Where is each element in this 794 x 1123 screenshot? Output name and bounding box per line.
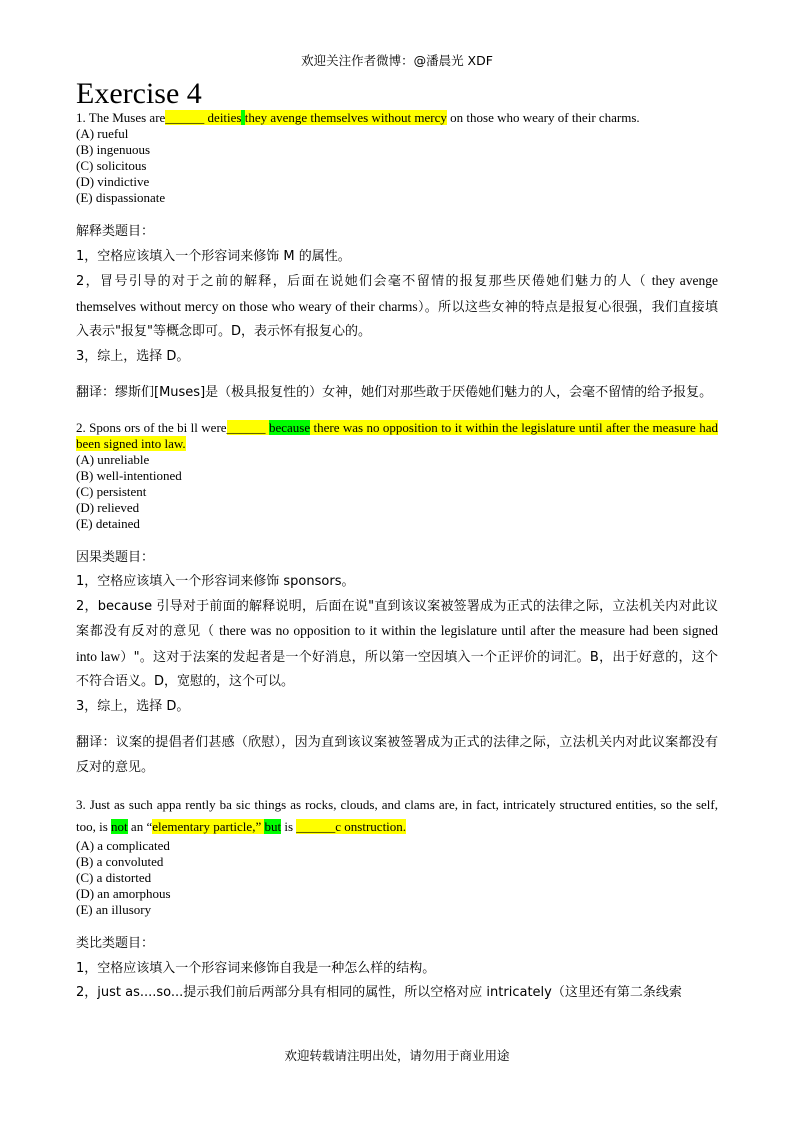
- quoted-english: they avenge themselves without mercy on those who weary of their charms: [76, 273, 719, 314]
- q2-analysis: [76, 546, 718, 781]
- option: (E) dispassionate: [76, 190, 166, 205]
- q2-keyword: because: [268, 419, 311, 435]
- question-2: [76, 420, 718, 452]
- q2-options: [76, 452, 718, 532]
- q1-blank: ______ deities: [165, 110, 242, 125]
- question-3: [76, 794, 718, 838]
- translation: 翻译：议案的提倡者们甚感（欣慰），因为直到该议案被签署成为正式的法律之际，立法机关内对此议案都没有反对的意见。: [76, 735, 718, 775]
- option: (E) detained: [76, 515, 140, 531]
- q3-analysis: [76, 932, 718, 1006]
- option: (A) rueful: [76, 126, 129, 141]
- option: (B) ingenuous: [76, 142, 151, 157]
- option: (C) a distorted: [76, 870, 152, 885]
- q3-stem-text: is: [281, 819, 297, 834]
- analysis-text: 2，because 引导对于前面的解释说明，后面在说"直到该议案被签署成为正式的法律之际，立法机关内对此议案都没有反对的意见（: [76, 598, 718, 639]
- page-footer: 欢迎转载请注明出处，请勿用于商业用途: [284, 1048, 510, 1063]
- q3-stem-text: an “: [127, 819, 153, 834]
- option: (C) solicitous: [76, 158, 147, 173]
- analysis-point: [76, 269, 718, 345]
- analysis-point: 1，空格应该填入一个形容词来修饰自我是一种怎么样的结构。: [76, 960, 436, 976]
- option: (D) an amorphous: [76, 886, 171, 901]
- analysis-text: 2，冒号引导的对于之前的解释，后面在说她们会毫不留情的报复那些厌倦她们魅力的人（: [76, 274, 647, 289]
- analysis-type: 因果类题目：: [76, 549, 155, 565]
- option: (E) an illusory: [76, 902, 152, 917]
- q2-stem-start: 2. Spons ors of the bi ll were: [76, 419, 227, 435]
- option: (C) persistent: [76, 483, 147, 499]
- analysis-point: [76, 595, 718, 695]
- q3-highlight-1: elementary particle,: [152, 819, 256, 834]
- q3-quote-close: ”: [255, 819, 265, 834]
- option: (B) a convoluted: [76, 854, 164, 869]
- analysis-point: 1，空格应该填入一个形容词来修饰 sponsors。: [76, 574, 355, 589]
- q3-word-but: but: [264, 819, 282, 834]
- option: (D) vindictive: [76, 174, 150, 189]
- page-header: 欢迎关注作者微博：@潘晨光 XDF: [301, 53, 493, 68]
- q3-stem-start: 3. Just as such appa rently ba sic things as rocks, clouds, and clams are, in fact, intricately structured entities, so the self, too, is: [76, 797, 718, 834]
- exercise-title: Exercise 4: [76, 77, 202, 110]
- analysis-point: 1，空格应该填入一个形容词来修饰 M 的属性。: [76, 248, 351, 264]
- q3-highlight-2: ______c onstruction.: [296, 819, 407, 834]
- option: (B) well-intentioned: [76, 467, 182, 483]
- analysis-text: ）。所以这些女神的特点是报复心很强，我们直接填入表示"报复"等概念即可。D，表示怀有报复心的。: [76, 299, 718, 339]
- quoted-english: there was no opposition to it within the legislature until after the measure had been signed into law: [76, 623, 718, 664]
- analysis-type: 类比类题目：: [76, 936, 155, 951]
- q1-analysis: [76, 220, 718, 406]
- q1-highlight: they avenge themselves without mercy: [244, 110, 447, 125]
- q3-options: [76, 838, 718, 918]
- analysis-type: 解释类题目：: [76, 224, 155, 239]
- question-1: [76, 110, 718, 126]
- option: (A) unreliable: [76, 451, 150, 467]
- analysis-point: 2，just as....so...提示我们前后两部分具有相同的属性，所以空格对应 intricately（这里还有第二条线索: [76, 985, 682, 1000]
- translation: 翻译：缪斯们[Muses]是（极具报复性的）女神，她们对那些敢于厌倦她们魅力的人，会毫不留情的给予报复。: [76, 385, 713, 400]
- analysis-point: 3，综上，选择 D。: [76, 698, 190, 714]
- q2-blank: ______: [226, 419, 269, 435]
- q1-stem-end: on those who weary of their charms.: [446, 110, 640, 125]
- q2-highlight: there was no opposition to it within the legislature until after the measure had been signed into law.: [76, 419, 718, 451]
- analysis-point: 3，综上，选择 D。: [76, 348, 190, 364]
- q3-word-not: not: [111, 819, 128, 834]
- analysis-text: ）"。这对于法案的发起者是一个好消息，所以第一空因填入一个正评价的词汇。B，出于好意的，这个不符合语义。D，宽慰的，这个可以。: [76, 649, 718, 689]
- option: (D) relieved: [76, 499, 140, 515]
- document-body: [76, 78, 718, 1006]
- option: (A) a complicated: [76, 838, 170, 853]
- q1-stem-start: 1. The Muses are: [76, 110, 166, 125]
- q1-options: [76, 126, 718, 206]
